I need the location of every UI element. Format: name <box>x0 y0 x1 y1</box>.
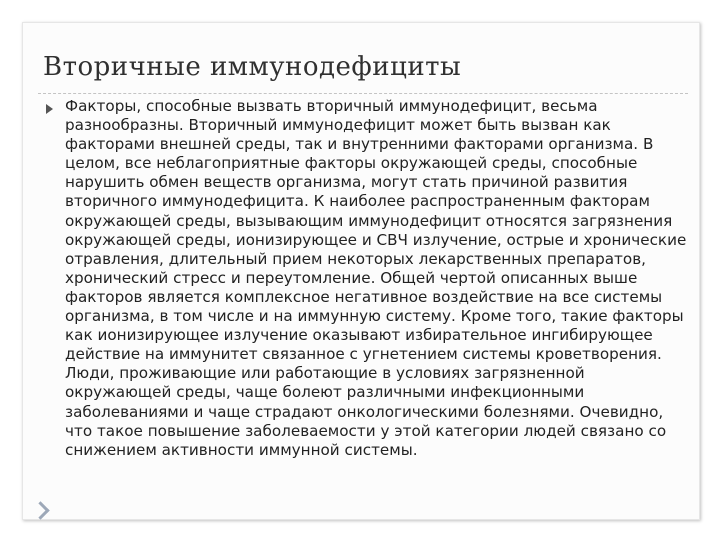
triangle-right-icon <box>46 104 53 114</box>
bullet-paragraph: Факторы, способные вызвать вторичный иммунодефицит, весьма разнообразны. Вторичный иммунодефицит может быть вызван как факторами внешней среды, так и внутренними факторами организма. В целом, все неблагоприятные факторы окружающей среды, способные нарушить обмен веществ организма, могут стать причиной развития вторичного иммунодефицита. К наиболее распространенным факторам окружающей среды, вызывающим иммунодефицит относятся загрязнения окружающей среды, ионизирующее и СВЧ излучение, острые и хронические отравления, длительный прием некоторых лекарственных препаратов, хронический стресс и переутомление. Общей чертой описанных выше факторов является комплексное негативное воздействие на все системы организма, в том числе и на иммунную систему. Кроме того, такие факторы как ионизирующее излучение оказывают избирательное ингибирующее действие на иммунитет связанное с угнетением системы кроветворения. Люди, проживающие или работающие в условиях загрязненной окружающей среды, чаще болеют различными инфекционными заболеваниями и чаще страдают онкологическими болезнями. Очевидно, что такое повышение заболеваемости у этой категории людей связано со снижением активности иммунной системы. <box>65 97 687 459</box>
title-divider <box>38 93 688 94</box>
slide-title: Вторичные иммунодефициты <box>43 52 462 82</box>
